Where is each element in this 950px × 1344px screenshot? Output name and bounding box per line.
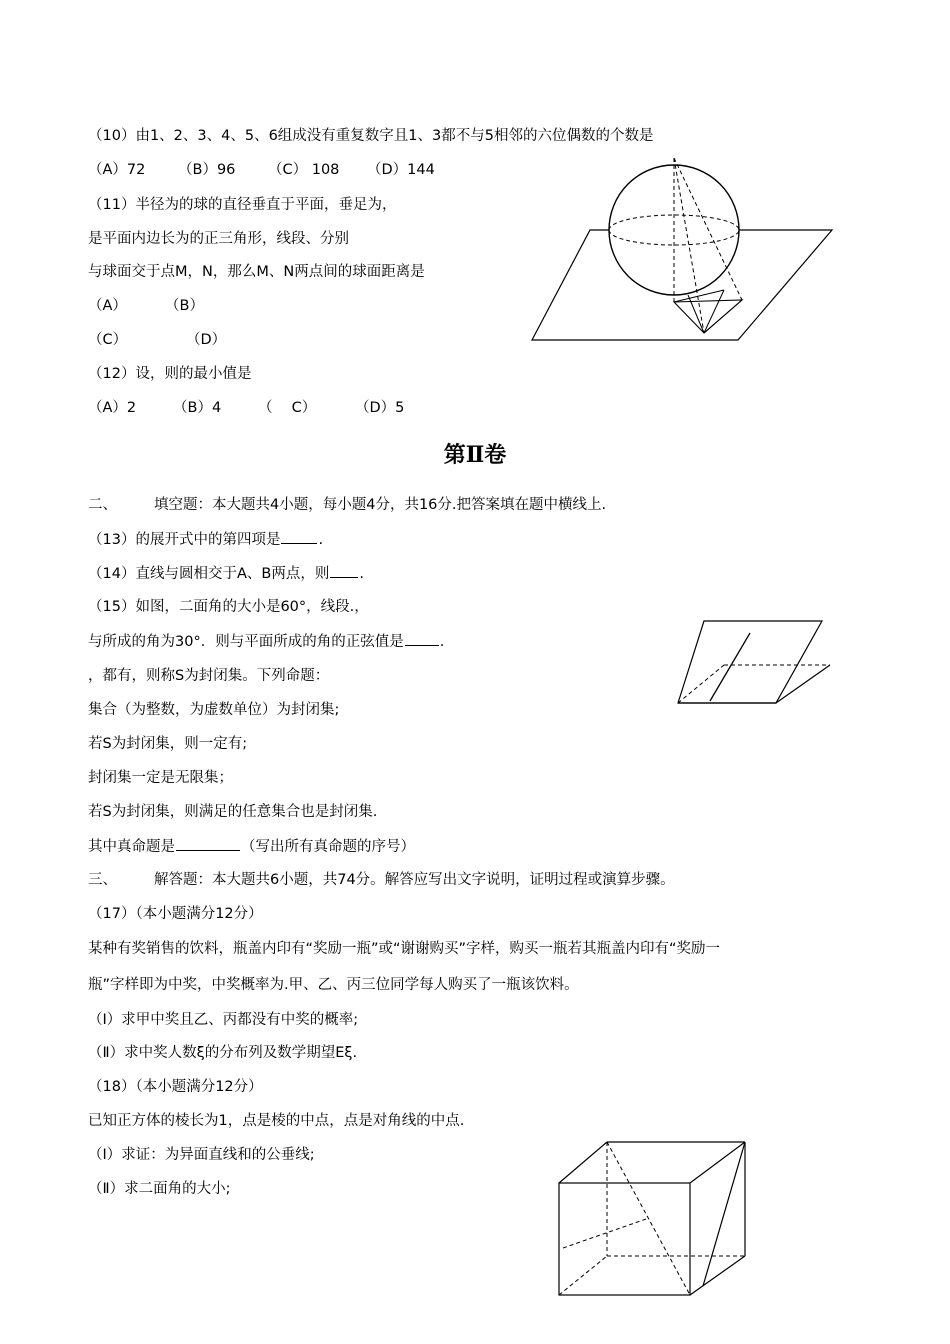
cube-figure	[555, 1136, 755, 1300]
sphere-plane-figure	[528, 150, 838, 350]
q16-line-1: ，都有，则称S为封闭集。下列命题：	[88, 668, 330, 684]
q15-line-2	[88, 631, 444, 652]
q17-part-2: （Ⅱ）求中奖人数ξ的分布列及数学期望Eξ.	[88, 1045, 358, 1061]
q17-title: （17）（本小题满分12分）	[88, 906, 263, 922]
section-2-number: 二、	[88, 497, 117, 513]
q16-line-5: 若S为封闭集，则满足的任意集合也是封闭集.	[88, 804, 378, 820]
section-2-header	[88, 495, 606, 515]
q13-answer-blank[interactable]	[281, 529, 317, 544]
q12-option-c: （ C）	[258, 400, 317, 416]
q15-line-2-text: 与所成的角为30°．则与平面所成的角的正弦值是	[88, 634, 404, 650]
q11-line-2: 是平面内边长为的正三角形，线段、分别	[88, 231, 349, 247]
q16-line-4: 封闭集一定是无限集；	[88, 770, 233, 786]
q18-part-1: （Ⅰ）求证：为异面直线和的公垂线;	[88, 1147, 315, 1163]
section-3-text: 解答题：本大题共6小题，共74分。解答应写出文字说明，证明过程或演算步骤。	[154, 872, 675, 888]
q17-body-1: 某种有奖销售的饮料，瓶盖内印有“奖励一瓶”或“谢谢购买”字样，购买一瓶若其瓶盖内印有“奖励一	[88, 941, 721, 957]
q15-line-1: （15）如图，二面角的大小是60°，线段.，	[88, 599, 369, 615]
q13-end: .	[318, 532, 324, 548]
q11-option-b: （B）	[165, 298, 204, 314]
q11-option-d: （D）	[186, 332, 227, 348]
q14-answer-blank[interactable]	[330, 563, 358, 578]
q16-line-6-tail: （写出所有真命题的序号）	[241, 839, 415, 855]
q17-part-1: （Ⅰ）求甲中奖且乙、丙都没有中奖的概率;	[88, 1012, 359, 1028]
q12-option-a: （A）2	[88, 400, 137, 416]
q17-body-2: 瓶”字样即为中奖，中奖概率为.甲、乙、丙三位同学每人购买了一瓶该饮料。	[88, 977, 579, 993]
part-2-title: 第Ⅱ卷	[443, 442, 507, 468]
q12-stem: （12）设，则的最小值是	[88, 366, 252, 382]
dihedral-angle-figure	[672, 615, 842, 710]
section-2-text: 填空题：本大题共4小题，每小题4分，共16分.把答案填在题中横线上.	[154, 497, 607, 513]
q10-option-c: （C） 108	[268, 162, 340, 178]
q14	[88, 563, 364, 584]
q15-answer-blank[interactable]	[405, 631, 439, 646]
q10-option-d: （D）144	[367, 162, 435, 178]
q16-line-2: 集合（为整数，为虚数单位）为封闭集;	[88, 702, 340, 718]
q16-line-6-lead: 其中真命题是	[88, 839, 175, 855]
q13-text: （13）的展开式中的第四项是	[88, 532, 281, 548]
q12-option-d: （D）5	[355, 400, 405, 416]
q10-stem: （10）由1、2、3、4、5、6组成没有重复数字且1、3都不与5相邻的六位偶数的个数是	[88, 128, 654, 144]
q13	[88, 529, 323, 550]
q18-part-2: （Ⅱ）求二面角的大小;	[88, 1181, 231, 1197]
q11-line-3: 与球面交于点M，N，那么M、N两点间的球面距离是	[88, 264, 425, 280]
q18-body: 已知正方体的棱长为1，点是棱的中点，点是对角线的中点.	[88, 1113, 465, 1129]
section-3-number: 三、	[88, 872, 117, 888]
q16-line-3: 若S为封闭集，则一定有;	[88, 736, 248, 752]
q16-line-6	[88, 836, 415, 857]
q14-text: （14）直线与圆相交于A、B两点，则	[88, 566, 330, 582]
q10-option-b: （B）96	[178, 162, 236, 178]
q12-option-b: （B）4	[173, 400, 222, 416]
q11-option-a: （A）	[88, 298, 127, 314]
q14-end: .	[359, 566, 364, 582]
q18-title: （18）（本小题满分12分）	[88, 1079, 263, 1095]
q10-option-a: （A）72	[88, 162, 146, 178]
q15-end: .	[439, 634, 445, 650]
q11-option-c: （C）	[88, 332, 128, 348]
q11-line-1: （11）半径为的球的直径垂直于平面，垂足为，	[88, 197, 397, 213]
q16-answer-blank[interactable]	[176, 836, 240, 851]
section-3-header	[88, 870, 675, 890]
